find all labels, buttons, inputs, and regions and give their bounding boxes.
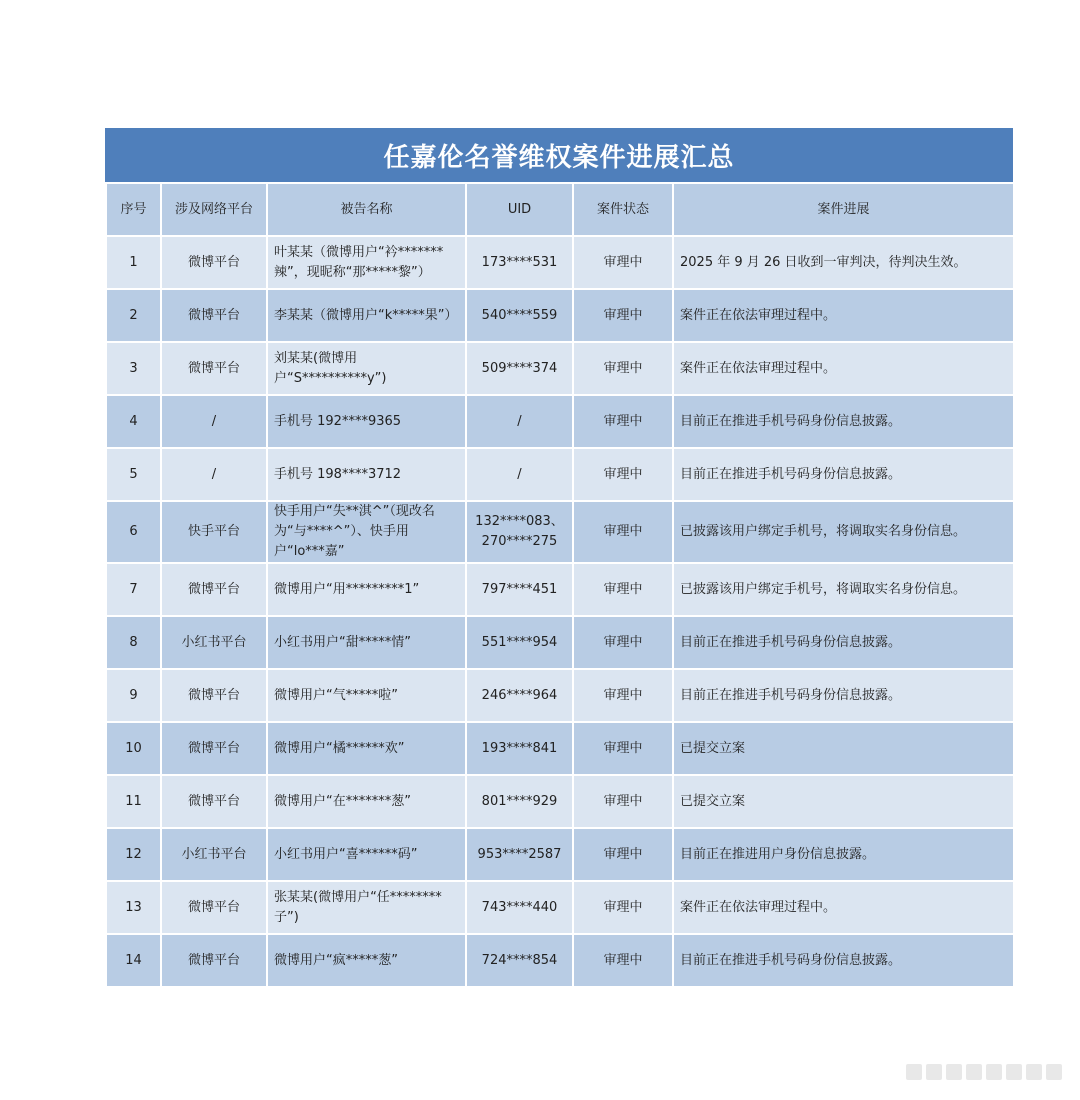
table-row [106,563,1014,616]
cell-no: 6 [106,501,161,563]
table-row [106,828,1014,881]
table-row [106,616,1014,669]
cell-no: 2 [106,289,161,342]
cell-platform: 微博平台 [161,669,267,722]
table-title: 任嘉伦名誉维权案件进展汇总 [105,128,1013,182]
cell-progress: 2025 年 9 月 26 日收到一审判决，待判决生效。 [673,236,1014,289]
cell-defendant: 刘某某(微博用户“S**********y”) [267,342,466,395]
cell-progress: 目前正在推进用户身份信息披露。 [673,828,1014,881]
cell-uid: 551****954 [466,616,573,669]
cell-defendant: 张某某(微博用户“任********子”) [267,881,466,934]
cell-defendant: 微博用户“橘******欢” [267,722,466,775]
cell-progress: 已提交立案 [673,722,1014,775]
cell-no: 4 [106,395,161,448]
cell-no: 5 [106,448,161,501]
cell-platform: 微博平台 [161,881,267,934]
cell-platform: 微博平台 [161,563,267,616]
cell-defendant: 李某某（微博用户“k*****果”） [267,289,466,342]
cell-defendant: 手机号 198****3712 [267,448,466,501]
cell-defendant: 快手用户“失**淇^”（现改名为“与****^”）、快手用户“lo***嘉” [267,501,466,563]
cell-platform: 微博平台 [161,342,267,395]
cell-platform: / [161,448,267,501]
cell-no: 8 [106,616,161,669]
cell-no: 7 [106,563,161,616]
cell-uid: 953****2587 [466,828,573,881]
cell-uid: 193****841 [466,722,573,775]
cell-defendant: 小红书用户“甜*****情” [267,616,466,669]
cell-progress: 案件正在依法审理过程中。 [673,881,1014,934]
table-row [106,775,1014,828]
cell-progress: 案件正在依法审理过程中。 [673,289,1014,342]
cell-progress: 已披露该用户绑定手机号，将调取实名身份信息。 [673,501,1014,563]
cell-status: 审理中 [573,563,673,616]
cell-uid: / [466,448,573,501]
cell-uid: 132****083、270****275 [466,501,573,563]
cell-progress: 已披露该用户绑定手机号，将调取实名身份信息。 [673,563,1014,616]
cell-status: 审理中 [573,236,673,289]
table-row [106,395,1014,448]
cell-status: 审理中 [573,775,673,828]
table-body [106,236,1014,987]
cell-no: 3 [106,342,161,395]
cell-platform: 微博平台 [161,289,267,342]
cell-progress: 案件正在依法审理过程中。 [673,342,1014,395]
cell-defendant: 微博用户“用*********1” [267,563,466,616]
cell-no: 9 [106,669,161,722]
cell-status: 审理中 [573,448,673,501]
cell-uid: 801****929 [466,775,573,828]
cell-platform: 微博平台 [161,236,267,289]
header-cell-no: 序号 [106,183,161,236]
cell-uid: 724****854 [466,934,573,987]
cell-uid: 509****374 [466,342,573,395]
header-cell-status: 案件状态 [573,183,673,236]
cell-defendant: 微博用户“气*****啦” [267,669,466,722]
cell-no: 11 [106,775,161,828]
cell-no: 1 [106,236,161,289]
header-row [106,183,1014,236]
cell-platform: / [161,395,267,448]
cell-defendant: 手机号 192****9365 [267,395,466,448]
header-cell-uid: UID [466,183,573,236]
cell-platform: 快手平台 [161,501,267,563]
cell-defendant: 微博用户“在*******葱” [267,775,466,828]
cell-status: 审理中 [573,289,673,342]
cell-progress: 目前正在推进手机号码身份信息披露。 [673,934,1014,987]
cell-uid: 540****559 [466,289,573,342]
table-row [106,448,1014,501]
cell-uid: / [466,395,573,448]
cell-defendant: 微博用户“疯*****葱” [267,934,466,987]
cell-status: 审理中 [573,342,673,395]
header-cell-progress: 案件进展 [673,183,1014,236]
cell-platform: 小红书平台 [161,828,267,881]
case-summary-table [105,128,1013,988]
table-row [106,934,1014,987]
cell-progress: 目前正在推进手机号码身份信息披露。 [673,616,1014,669]
cell-uid: 797****451 [466,563,573,616]
cell-platform: 小红书平台 [161,616,267,669]
cell-no: 14 [106,934,161,987]
cell-platform: 微博平台 [161,722,267,775]
table-row [106,342,1014,395]
cell-uid: 173****531 [466,236,573,289]
cell-no: 13 [106,881,161,934]
cell-status: 审理中 [573,669,673,722]
cell-progress: 目前正在推进手机号码身份信息披露。 [673,395,1014,448]
cell-uid: 246****964 [466,669,573,722]
cell-status: 审理中 [573,501,673,563]
table-row [106,881,1014,934]
table-row [106,501,1014,563]
cell-status: 审理中 [573,722,673,775]
table-row [106,669,1014,722]
header-cell-defendant: 被告名称 [267,183,466,236]
cell-progress: 已提交立案 [673,775,1014,828]
cell-status: 审理中 [573,395,673,448]
watermark [906,1064,1062,1080]
cell-defendant: 小红书用户“喜******码” [267,828,466,881]
cell-status: 审理中 [573,934,673,987]
table-row [106,236,1014,289]
cell-status: 审理中 [573,616,673,669]
cell-platform: 微博平台 [161,775,267,828]
case-table [105,182,1015,988]
cell-progress: 目前正在推进手机号码身份信息披露。 [673,448,1014,501]
cell-no: 10 [106,722,161,775]
cell-status: 审理中 [573,828,673,881]
header-cell-platform: 涉及网络平台 [161,183,267,236]
table-row [106,722,1014,775]
cell-platform: 微博平台 [161,934,267,987]
cell-status: 审理中 [573,881,673,934]
cell-no: 12 [106,828,161,881]
cell-defendant: 叶某某（微博用户“衿*******辣”，现昵称“那*****黎”） [267,236,466,289]
cell-progress: 目前正在推进手机号码身份信息披露。 [673,669,1014,722]
table-row [106,289,1014,342]
cell-uid: 743****440 [466,881,573,934]
